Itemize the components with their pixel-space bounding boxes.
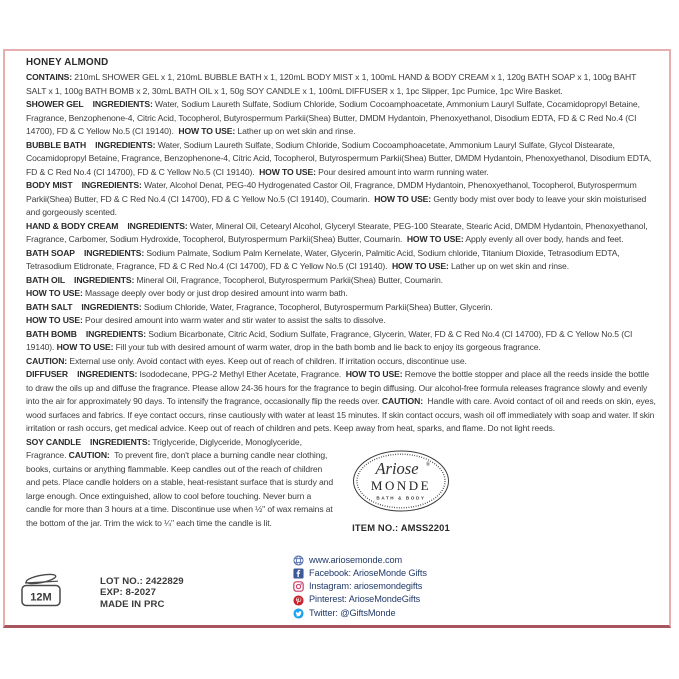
pinterest-text: Pinterest: ArioseMondeGifts — [309, 594, 421, 605]
section-text: BATH SALT INGREDIENTS: Sodium Chloride, Water, Fragrance, Tocopherol, Butyrospermum Parkii(Shea) Butter, Glycerin. HOW TO USE: Pour desired amount into warm water and stir water to assist the salts to dissolve. — [26, 301, 493, 325]
brand-tagline-text: BATH & BODY — [376, 495, 426, 500]
pao-months-label: 12M — [30, 591, 52, 604]
website-text: www.ariosemonde.com — [309, 554, 403, 565]
soy-candle-text: SOY CANDLE INGREDIENTS: Triglyceride, Diglyceride, Monoglyceride, Fragrance. CAUTION: To prevent fire, don't place a burning candle near clothing, books, curtains or anything flammable. Keep candles out of the reach of children and pets. Place candle holders on a stable, heat-resistant surface that is sturdy and large enough. Once extinguished, allow to cool before touching. Never burn a candle for more than 3 hours at a time. Discontinue use when ½" of wax remains at the bottom of the jar. Trim the wick to ¼" each time the candle is lit. — [26, 436, 334, 528]
section-text: SHOWER GEL INGREDIENTS: Water, Sodium Laureth Sulfate, Sodium Chloride, Sodium Cocoamphoacetate, Ammonium Lauryl Sulfate, Cocamidopropyl Betaine, Fragrance, Benzophenone-4, Citric Acid, Tocopherol, Butyrospermum Parkii(Shea) Butter, DMDM Hydantoin, Phenoxyethanol, Disodium EDTA, FD & C Red No.4 (CI 14700), FD & C Yellow No.5 (CI 19140). HOW TO USE: Lather up on wet skin and rinse. — [26, 99, 640, 136]
ingredients-text-block — [26, 71, 657, 436]
label-frame — [3, 49, 671, 628]
open-jar-icon — [11, 572, 77, 608]
brand-script-text: Ariose — [375, 458, 419, 478]
registered-mark: ® — [425, 461, 431, 468]
twitter-icon — [293, 608, 304, 619]
period-after-opening-block — [11, 572, 77, 613]
brand-caps-text: MONDE — [370, 477, 432, 493]
soy-candle-row — [26, 436, 657, 533]
lot-info-block — [100, 576, 184, 611]
section-text: BATH BOMB INGREDIENTS: Sodium Bicarbonate, Citric Acid, Sodium Sulfate, Fragrance, Glycerin, Water, FD & C Red No.4 (CI 14700), FD & C Yellow No.5 (CI 19140). HOW TO USE: Fill your tub with desired amount of warm water, drop in the bath bomb and lie back to enjoy its gorgeous fragrance. — [26, 328, 633, 352]
twitter-link — [293, 607, 427, 620]
social-links-block — [293, 554, 427, 620]
pinterest-link — [293, 593, 427, 606]
section-text: CONTAINS: 210mL SHOWER GEL x 1, 210mL BUBBLE BATH x 1, 120mL BODY MIST x 1, 100mL HAND & BODY CREAM x 1, 120g BATH SOAP x 1, 100g BAHT SALT x 1, 100g BATH BOMB x 2, 30mL BATH OIL x 1, 50g SOY CANDLE x 1, 100mL DIFFUSER x 1, 1pc Slipper, 1pc Pumice, 1pc Wire Basket. — [26, 72, 637, 96]
instagram-icon — [293, 581, 304, 592]
section-text: BODY MIST INGREDIENTS: Water, Alcohol Denat, PEG-40 Hydrogenated Castor Oil, Fragrance, DMDM Hydantoin, Phenoxyethanol, Tocopherol, Butyrospermum Parkii(Shea) Butter, FD & C Red No.4 (CI 14700), FD & C Yellow No.5 (CI 19140), Coumarin. HOW TO USE: Gently body mist over body to leave your skin moisturised and gorgeously scented. — [26, 180, 647, 217]
brand-logo-block — [342, 436, 460, 533]
brand-logo-icon — [352, 450, 450, 512]
facebook-text: Facebook: ArioseMonde Gifts — [309, 567, 427, 578]
expiry-date: EXP: 8-2027 — [100, 587, 157, 599]
instagram-link — [293, 580, 427, 593]
facebook-link — [293, 567, 427, 580]
page-title: HONEY ALMOND — [26, 57, 109, 68]
section-text: BATH SOAP INGREDIENTS: Sodium Palmate, Sodium Palm Kernelate, Water, Glycerin, Palmitic Acid, Sodium chloride, Titanium Dioxide, Tetrasodium EDTA, Tetrasodium Etidronate, Fragrance, FD & C Red No.4 (CI 14700), FD & C Yellow No.5 (CI 19140). HOW TO USE: Lather up on wet skin and rinse. — [26, 247, 620, 271]
section-text: BATH OIL INGREDIENTS: Mineral Oil, Fragrance, Tocopherol, Butyrospermum Parkii(Shea) Butter, Coumarin. HOW TO USE: Massage deeply over body or just drop desired amount into warm bath. — [26, 274, 443, 298]
section-text: HAND & BODY CREAM INGREDIENTS: Water, Mineral Oil, Cetearyl Alcohol, Glyceryl Stearate, PEG-100 Stearate, Stearic Acid, DMDM Hydantoin, Phenoxyethanol, Fragrance, Carbomer, Sodium Hydroxide, Tocopherol, Butyrospermum Parkii(Shea) Butter, Coumarin. HOW TO USE: Apply evenly all over body, hands and feet. — [26, 220, 648, 244]
globe-icon — [293, 555, 304, 566]
section-text: BUBBLE BATH INGREDIENTS: Water, Sodium Laureth Sulfate, Sodium Chloride, Sodium Cocoamphoacetate, Ammonium Lauryl Sulfate, Glycol Distearate, Cocamidopropyl Betaine, Fragrance, Benzophenone-4, Citric Acid, Tocopherol, Butyrospermum Parkii(Shea) Butter, DMDM Hydantoin, Phenoxyethanol, Disodium EDTA, FD & C Red No.4 (CI 14700), FD & C Yellow No.5 (CI 19140). HOW TO USE: Pour desired amount into warm running water. — [26, 139, 652, 177]
website-link — [293, 554, 427, 567]
lot-number: LOT NO.: 2422829 — [100, 575, 184, 587]
made-in: MADE IN PRC — [100, 599, 165, 611]
facebook-icon — [293, 568, 304, 579]
section-text: DIFFUSER INGREDIENTS: Isododecane, PPG-2 Methyl Ether Acetate, Fragrance. HOW TO USE: Remove the bottle stopper and place all the reeds inside the bottle to draw the oils up and diffuse the fragrance. Please allow 24-36 hours for the fragrance to begin diffusing. Our alcohol-free formula releases fragrance slowly and evenly into the air for approximately 90 days. To intensify the fragrance, occasionally flip the reeds over. CAUTION: Handle with care. Avoid contact of oil and reeds on skin, eyes, wood surfaces and fabrics. If eye contact occurs, rinse cautiously with water at least 15 minutes. If skin contact occurs, wash oil off immediately with soap and water. If skin irritation or rash occurs, get medical advice. Keep out of reach of children and pets. Keep away from heat, sparks, and flame. Do not light reeds. — [26, 369, 656, 433]
section-text: CAUTION: External use only. Avoid contact with eyes. Keep out of reach of children. If irritation occurs, discontinue use. — [26, 355, 467, 366]
pinterest-icon — [293, 595, 304, 606]
twitter-text: Twitter: @GiftsMonde — [309, 607, 396, 618]
instagram-text: Instagram: ariosemondegifts — [309, 581, 423, 592]
item-number: ITEM NO.: AMSS2201 — [352, 521, 450, 533]
